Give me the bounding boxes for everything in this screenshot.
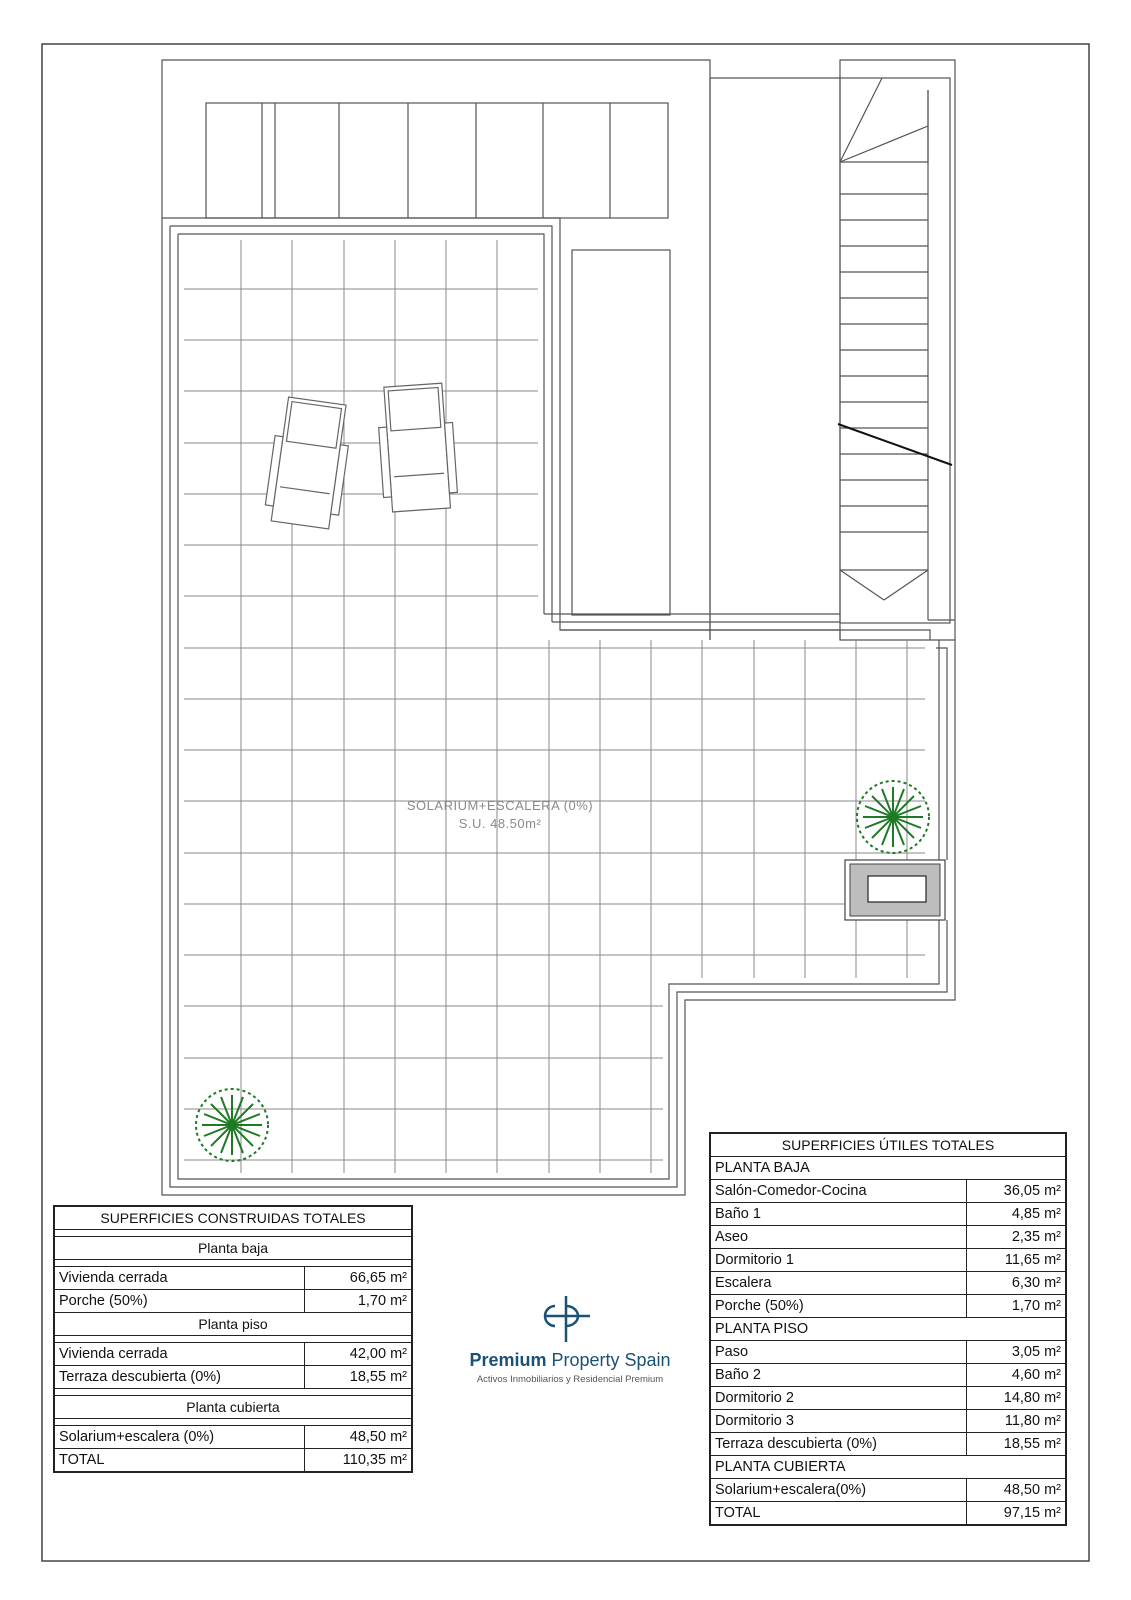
- table-row: Salón-Comedor-Cocina 36,05 m²: [710, 1180, 1066, 1203]
- table-row: Escalera 6,30 m²: [710, 1272, 1066, 1295]
- table-row: Solarium+escalera(0%) 48,50 m²: [710, 1479, 1066, 1502]
- table-row: Dormitorio 1 11,65 m²: [710, 1249, 1066, 1272]
- table-row: Vivienda cerrada 42,00 m²: [54, 1343, 412, 1366]
- company-logo: [450, 1300, 690, 1385]
- total-row: TOTAL 97,15 m²: [710, 1502, 1066, 1526]
- section-heading: Planta piso: [54, 1313, 412, 1336]
- table-row: Terraza descubierta (0%) 18,55 m²: [54, 1366, 412, 1389]
- section-heading: Planta cubierta: [54, 1396, 412, 1419]
- tile-grid: [184, 240, 925, 1173]
- useful-table-title: SUPERFICIES ÚTILES TOTALES: [710, 1133, 1066, 1157]
- sun-lounger-icon: [263, 396, 354, 530]
- section-heading: PLANTA PISO: [710, 1318, 1066, 1341]
- total-row: TOTAL 110,35 m²: [54, 1449, 412, 1473]
- table-row: Terraza descubierta (0%) 18,55 m²: [710, 1433, 1066, 1456]
- table-row: Dormitorio 3 11,80 m²: [710, 1410, 1066, 1433]
- section-heading: PLANTA CUBIERTA: [710, 1456, 1066, 1479]
- terrace-parapet: [162, 218, 955, 1195]
- roof-structure: [162, 60, 955, 640]
- logo-tagline: Activos Inmobiliarios y Residencial Premium: [476, 1374, 664, 1385]
- table-row: Porche (50%) 1,70 m²: [54, 1290, 412, 1313]
- useful-area-table: [709, 1132, 1067, 1526]
- table-row: Aseo 2,35 m²: [710, 1226, 1066, 1249]
- table-row: Porche (50%) 1,70 m²: [710, 1295, 1066, 1318]
- table-row: Solarium+escalera (0%) 48,50 m²: [54, 1426, 412, 1449]
- table-row: Paso 3,05 m²: [710, 1341, 1066, 1364]
- room-label: SOLARIUM+ESCALERA (0%): [406, 798, 594, 813]
- built-table-title: SUPERFICIES CONSTRUIDAS TOTALES: [54, 1206, 412, 1230]
- table-row: Baño 1 4,85 m²: [710, 1203, 1066, 1226]
- room-area: S.U. 48.50m²: [458, 816, 542, 831]
- table-row: Vivienda cerrada 66,65 m²: [54, 1267, 412, 1290]
- logo-name: Premium Property Spain: [469, 1350, 671, 1370]
- cut-line: [838, 424, 952, 465]
- staircase: [840, 78, 955, 623]
- section-heading: PLANTA BAJA: [710, 1157, 1066, 1180]
- planter: [845, 860, 945, 920]
- section-heading: Planta baja: [54, 1237, 412, 1260]
- table-row: Dormitorio 2 14,80 m²: [710, 1387, 1066, 1410]
- built-area-table: [53, 1205, 413, 1473]
- plant-icon: [196, 1089, 268, 1161]
- table-row: Baño 2 4,60 m²: [710, 1364, 1066, 1387]
- plant-icon: [857, 781, 929, 853]
